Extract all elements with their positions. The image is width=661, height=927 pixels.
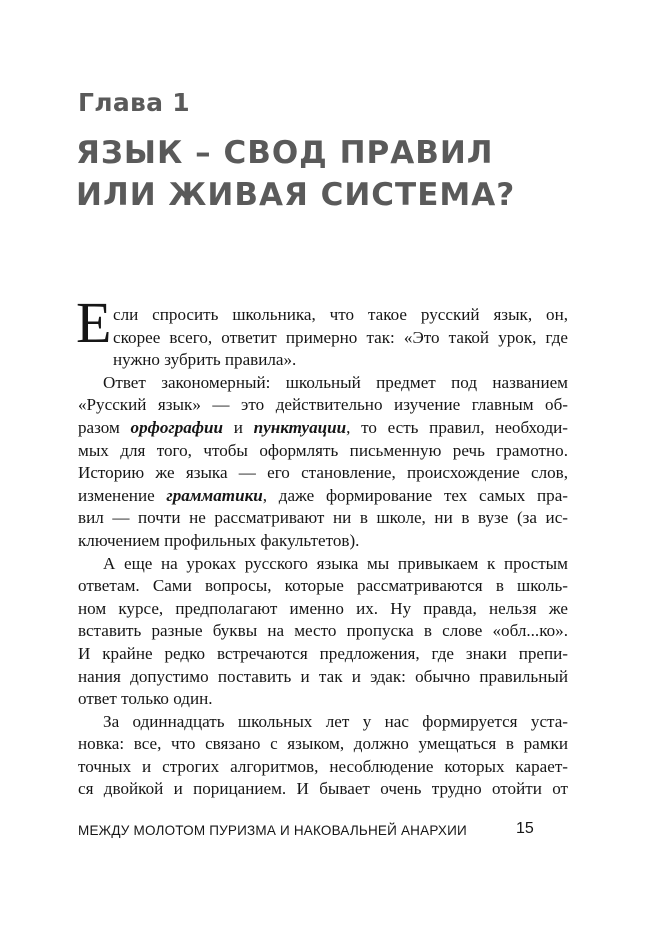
drop-cap: Е [76,290,112,355]
chapter-title-line-2: ИЛИ ЖИВАЯ СИСТЕМА? [76,177,516,213]
text-line: ном курсе, предполагают именно их. Ну правда, нельзя же [78,598,568,618]
text-line: точных и строгих алгоритмов, несоблюдение которых карает- [78,756,568,776]
running-title: МЕЖДУ МОЛОТОМ ПУРИЗМА И НАКОВАЛЬНЕЙ АНАРХИИ [78,823,467,838]
body-text [76,290,568,801]
text-line: разом орфографии и пунктуации, то есть правил, необходи- [78,417,568,437]
chapter-title-line-1: ЯЗЫК – СВОД ПРАВИЛ [76,135,494,171]
paragraph-1 [76,290,568,372]
text-line: вставить разные буквы на место пропуска в слове «обл...ко». [78,621,568,641]
paragraph-3 [78,553,568,711]
text-line: сли спросить школьника, что такое русский язык, он, [113,305,568,324]
chapter-title [76,132,515,216]
term-grammar: грамматики [166,485,263,505]
text-line: вил — почти не рассматривают ни в школе, ни в вузе (за ис- [78,508,568,528]
text-line: ответ только один. [78,689,213,709]
text-line: новка: все, что связано с языком, должно умещаться в рамки [78,734,568,754]
paragraph-4 [78,711,568,801]
text-line: За одиннадцать школьных лет у нас формируется уста- [103,711,568,731]
text-line: И крайне редко встречаются предложения, где знаки препи- [78,643,568,663]
page-number: 15 [516,820,534,837]
text-line: А еще на уроках русского языка мы привыкаем к простым [103,553,568,573]
text-line: нания допустимо поставить и так и эдак: обычно правильный [78,666,568,686]
term-orthography: орфографии [130,417,224,437]
text-line: ответам. Сами вопросы, которые рассматриваются в школь- [78,576,568,596]
text-line: Историю же языка — его становление, происхождение слов, [78,463,568,483]
term-punctuation: пунктуации [253,417,347,437]
text-line: изменение грамматики, даже формирование тех самых пра- [78,485,568,505]
text-line: нужно зубрить правила». [113,350,297,370]
text-line: мых для того, чтобы оформлять письменную речь грамотно. [78,440,568,460]
text-line: ся двойкой и порицанием. И бывает очень трудно отойти от [78,779,568,799]
text-line: скорее всего, ответит примерно так: «Это такой урок, где [113,327,568,347]
chapter-label: Глава 1 [78,88,190,117]
text-line: ключением профильных факультетов). [78,530,360,550]
paragraph-2 [78,372,568,553]
text-line: Ответ закономерный: школьный предмет под названием [103,372,568,392]
text-line: «Русский язык» — это действительно изучение главным об- [78,395,568,415]
